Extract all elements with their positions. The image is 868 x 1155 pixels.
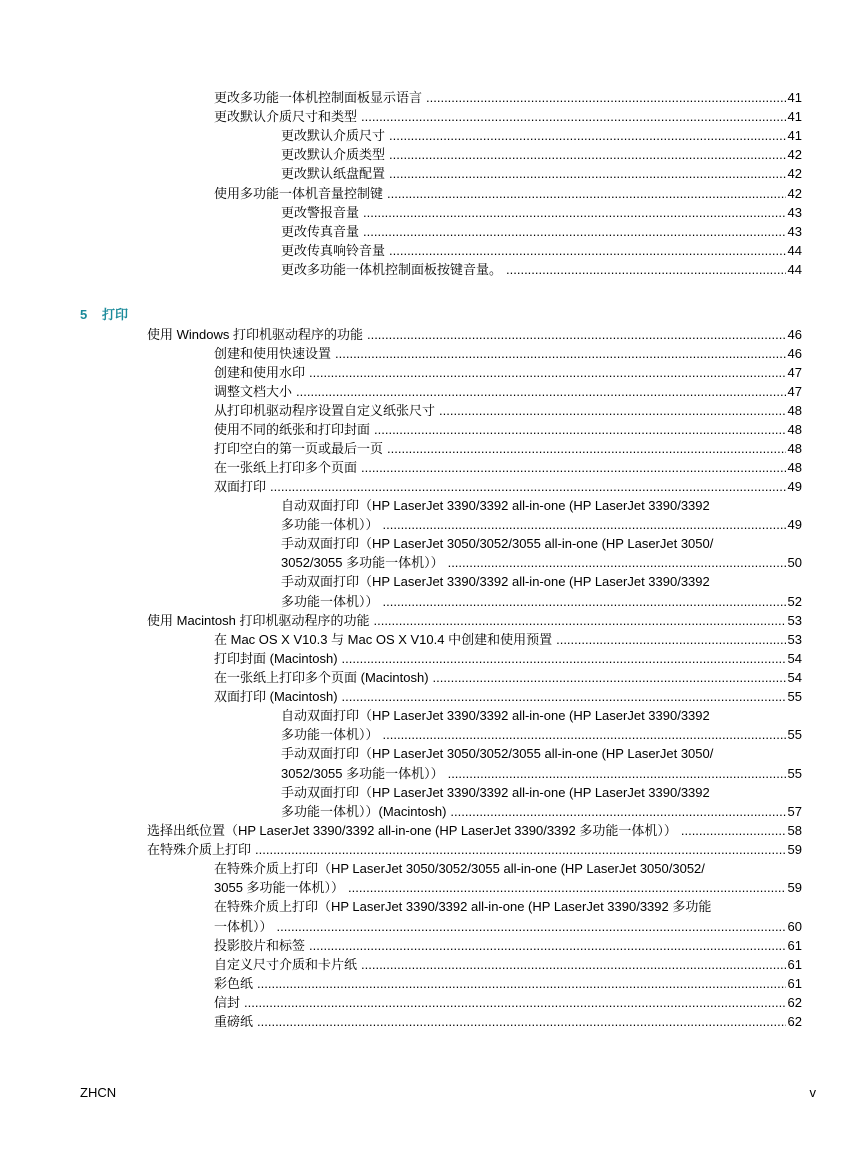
- toc-entry-title: 打印封面 (Macintosh): [214, 651, 338, 666]
- toc-page-number: 59: [787, 842, 802, 857]
- dot-leader: [296, 382, 786, 401]
- dot-leader: [389, 145, 786, 164]
- toc-entry[interactable]: [281, 241, 802, 260]
- toc-entry-title: 信封: [214, 995, 241, 1010]
- toc-entry-title: 更改多功能一体机控制面板按键音量。: [281, 262, 503, 277]
- toc-entry-title: 使用不同的纸张和打印封面: [214, 422, 371, 437]
- toc-entry-title: 调整文档大小: [214, 384, 293, 399]
- toc-page-number: 50: [787, 555, 802, 570]
- toc-entry[interactable]: [281, 164, 802, 183]
- toc-page-number: 52: [787, 594, 802, 609]
- dot-leader: [383, 725, 786, 744]
- toc-entry-title: 更改警报音量: [281, 205, 360, 220]
- toc-page-number: 54: [787, 651, 802, 666]
- dot-leader: [348, 878, 785, 897]
- toc-entry-title: 从打印机驱动程序设置自定义纸张尺寸: [214, 403, 436, 418]
- toc-page-number: 61: [787, 976, 802, 991]
- toc-entry[interactable]: [214, 477, 802, 496]
- dot-leader: [383, 592, 786, 611]
- toc-entry-title: 创建和使用快速设置: [214, 346, 332, 361]
- dot-leader: [556, 630, 785, 649]
- toc-entry[interactable]: [281, 126, 802, 145]
- toc-page-number: 49: [787, 517, 802, 532]
- toc-page-number: 53: [787, 632, 802, 647]
- toc-entry[interactable]: [214, 363, 802, 382]
- toc-entry-first-line[interactable]: 手动双面打印（HP LaserJet 3390/3392 all-in-one (HP LaserJet 3390/3392: [281, 785, 710, 800]
- toc-page-number: 41: [787, 109, 802, 124]
- dot-leader: [450, 802, 785, 821]
- toc-entry[interactable]: [214, 458, 802, 477]
- dot-leader: [383, 515, 786, 534]
- dot-leader: [270, 477, 786, 496]
- toc-entry-title: 使用 Macintosh 打印机驱动程序的功能: [147, 613, 370, 628]
- toc-entry-title: 双面打印 (Macintosh): [214, 689, 338, 704]
- toc-entry[interactable]: [281, 515, 802, 534]
- toc-entry-title: 创建和使用水印: [214, 365, 306, 380]
- toc-entry-title: 多功能一体机））(Macintosh): [281, 804, 447, 819]
- toc-entry[interactable]: [281, 725, 802, 744]
- toc-page-number: 48: [787, 460, 802, 475]
- toc-entry-title: 更改默认介质尺寸和类型: [214, 109, 358, 124]
- toc-page-number: 57: [787, 804, 802, 819]
- footer-language-code: ZHCN: [80, 1085, 117, 1100]
- toc-entry-title: 更改默认介质类型: [281, 147, 386, 162]
- dot-leader: [439, 401, 786, 420]
- toc-entry-title: 多功能一体机））: [281, 594, 379, 609]
- toc-entry[interactable]: [281, 145, 802, 164]
- toc-entry[interactable]: [214, 630, 802, 649]
- toc-entry-title: 一体机））: [214, 919, 273, 934]
- toc-entry-title: 更改多功能一体机控制面板显示语言: [214, 90, 423, 105]
- toc-entry[interactable]: [214, 382, 802, 401]
- toc-entry-title: 在特殊介质上打印: [147, 842, 252, 857]
- toc-entry-title: 更改传真音量: [281, 224, 360, 239]
- toc-page-number: 41: [787, 128, 802, 143]
- toc-page-number: 43: [787, 205, 802, 220]
- dot-leader: [342, 649, 786, 668]
- dot-leader: [361, 955, 786, 974]
- dot-leader: [387, 439, 786, 458]
- dot-leader: [255, 840, 786, 859]
- toc-entry[interactable]: [214, 1012, 802, 1031]
- toc-entry-title: 更改默认介质尺寸: [281, 128, 386, 143]
- toc-page-number: 46: [787, 327, 802, 342]
- toc-entry-title: 多功能一体机））: [281, 727, 379, 742]
- toc-entry[interactable]: [281, 222, 802, 241]
- dot-leader: [363, 222, 786, 241]
- toc-entry[interactable]: [214, 668, 802, 687]
- dot-leader: [389, 241, 786, 260]
- chapter-number: 5: [80, 307, 88, 322]
- toc-entry[interactable]: [281, 260, 802, 279]
- dot-leader: [448, 553, 786, 572]
- dot-leader: [387, 184, 786, 203]
- toc-entry-title: 更改传真响铃音量: [281, 243, 386, 258]
- toc-page-number: 49: [787, 479, 802, 494]
- toc-page-number: 55: [787, 766, 802, 781]
- toc-entry[interactable]: [214, 107, 802, 126]
- toc-entry[interactable]: [214, 974, 802, 993]
- toc-page-number: 48: [787, 422, 802, 437]
- toc-page-number: 42: [787, 186, 802, 201]
- dot-leader: [363, 203, 786, 222]
- toc-entry[interactable]: [214, 917, 802, 936]
- toc-page-number: 48: [787, 403, 802, 418]
- dot-leader: [257, 1012, 786, 1031]
- toc-entry-title: 在一张纸上打印多个页面: [214, 460, 358, 475]
- toc-page-number: 44: [787, 262, 802, 277]
- dot-leader: [309, 363, 786, 382]
- toc-entry-first-line[interactable]: 手动双面打印（HP LaserJet 3050/3052/3055 all-in-one (HP LaserJet 3050/: [281, 746, 714, 761]
- toc-entry[interactable]: [281, 553, 802, 572]
- dot-leader: [506, 260, 786, 279]
- toc-entry[interactable]: [214, 420, 802, 439]
- toc-entry[interactable]: [214, 687, 802, 706]
- toc-entry[interactable]: [214, 936, 802, 955]
- toc-entry-title: 选择出纸位置（HP LaserJet 3390/3392 all-in-one (HP LaserJet 3390/3392 多功能一体机））: [147, 823, 677, 838]
- dot-leader: [342, 687, 786, 706]
- toc-page-number: 55: [787, 727, 802, 742]
- toc-entry-title: 更改默认纸盘配置: [281, 166, 386, 181]
- dot-leader: [244, 993, 786, 1012]
- toc-page-number: 58: [787, 823, 802, 838]
- toc-entry-title: 重磅纸: [214, 1014, 254, 1029]
- dot-leader: [389, 126, 786, 145]
- toc-entry[interactable]: [147, 325, 802, 344]
- toc-entry-first-line[interactable]: 自动双面打印（HP LaserJet 3390/3392 all-in-one (HP LaserJet 3390/3392: [281, 498, 710, 513]
- toc-entry[interactable]: [214, 649, 802, 668]
- toc-entry-title: 使用多功能一体机音量控制键: [214, 186, 384, 201]
- toc-page-number: 43: [787, 224, 802, 239]
- dot-leader: [309, 936, 786, 955]
- toc-page-number: 59: [787, 880, 802, 895]
- toc-entry[interactable]: [281, 592, 802, 611]
- dot-leader: [433, 668, 786, 687]
- toc-entry[interactable]: [281, 764, 802, 783]
- toc-entry-title: 3055 多功能一体机））: [214, 880, 345, 895]
- toc-entry-title: 彩色纸: [214, 976, 254, 991]
- toc-entry[interactable]: [281, 203, 802, 222]
- toc-page-number: 47: [787, 365, 802, 380]
- toc-page-number: 47: [787, 384, 802, 399]
- toc-entry-title: 在一张纸上打印多个页面 (Macintosh): [214, 670, 429, 685]
- toc-entry-title: 打印空白的第一页或最后一页: [214, 441, 384, 456]
- toc-page-number: 55: [787, 689, 802, 704]
- dot-leader: [681, 821, 786, 840]
- toc-entry-title: 双面打印: [214, 479, 267, 494]
- toc-page-number: 53: [787, 613, 802, 628]
- toc-entry-first-line[interactable]: 自动双面打印（HP LaserJet 3390/3392 all-in-one (HP LaserJet 3390/3392: [281, 708, 710, 723]
- toc-page-number: 42: [787, 166, 802, 181]
- toc-page-number: 41: [787, 90, 802, 105]
- toc-entry[interactable]: [281, 802, 802, 821]
- toc-page-number: 61: [787, 957, 802, 972]
- toc-entry[interactable]: [147, 611, 802, 630]
- dot-leader: [373, 611, 785, 630]
- toc-entry[interactable]: [214, 993, 802, 1012]
- dot-leader: [367, 325, 786, 344]
- toc-entry-first-line[interactable]: 手动双面打印（HP LaserJet 3390/3392 all-in-one (HP LaserJet 3390/3392: [281, 574, 710, 589]
- toc-entry[interactable]: [214, 401, 802, 420]
- toc-entry-title: 3052/3055 多功能一体机））: [281, 555, 444, 570]
- toc-entry-title: 投影胶片和标签: [214, 938, 306, 953]
- toc-entry-first-line[interactable]: 在特殊介质上打印（HP LaserJet 3390/3392 all-in-one (HP LaserJet 3390/3392 多功能: [214, 899, 712, 914]
- toc-entry[interactable]: [214, 184, 802, 203]
- toc-entry-title: 在 Mac OS X V10.3 与 Mac OS X V10.4 中创建和使用预置: [214, 632, 553, 647]
- toc-entry[interactable]: [214, 344, 802, 363]
- toc-page-number: 61: [787, 938, 802, 953]
- dot-leader: [257, 974, 786, 993]
- dot-leader: [374, 420, 786, 439]
- toc-page-number: 62: [787, 995, 802, 1010]
- dot-leader: [361, 107, 786, 126]
- toc-page-number: 54: [787, 670, 802, 685]
- toc-entry-title: 3052/3055 多功能一体机））: [281, 766, 444, 781]
- dot-leader: [389, 164, 786, 183]
- toc-entry-first-line[interactable]: 在特殊介质上打印（HP LaserJet 3050/3052/3055 all-in-one (HP LaserJet 3050/3052/: [214, 861, 705, 876]
- toc-page-number: 62: [787, 1014, 802, 1029]
- toc-entry-title: 自定义尺寸介质和卡片纸: [214, 957, 358, 972]
- toc-page-number: 42: [787, 147, 802, 162]
- dot-leader: [335, 344, 786, 363]
- toc-page-number: 44: [787, 243, 802, 258]
- footer-page-number: v: [809, 1085, 816, 1100]
- chapter-title: 打印: [102, 307, 129, 322]
- toc-entry[interactable]: [214, 955, 802, 974]
- toc-page-number: 48: [787, 441, 802, 456]
- toc-entry[interactable]: [147, 840, 802, 859]
- toc-entry-title: 使用 Windows 打印机驱动程序的功能: [147, 327, 363, 342]
- toc-entry[interactable]: [214, 88, 802, 107]
- dot-leader: [361, 458, 786, 477]
- dot-leader: [448, 764, 786, 783]
- dot-leader: [277, 917, 786, 936]
- toc-entry-first-line[interactable]: 手动双面打印（HP LaserJet 3050/3052/3055 all-in-one (HP LaserJet 3050/: [281, 536, 714, 551]
- toc-entry[interactable]: [214, 439, 802, 458]
- toc-page-number: 60: [787, 919, 802, 934]
- dot-leader: [426, 88, 786, 107]
- toc-page-number: 46: [787, 346, 802, 361]
- toc-entry[interactable]: [147, 821, 802, 840]
- chapter-heading[interactable]: [80, 305, 128, 324]
- toc-entry[interactable]: [214, 878, 802, 897]
- toc-entry-title: 多功能一体机））: [281, 517, 379, 532]
